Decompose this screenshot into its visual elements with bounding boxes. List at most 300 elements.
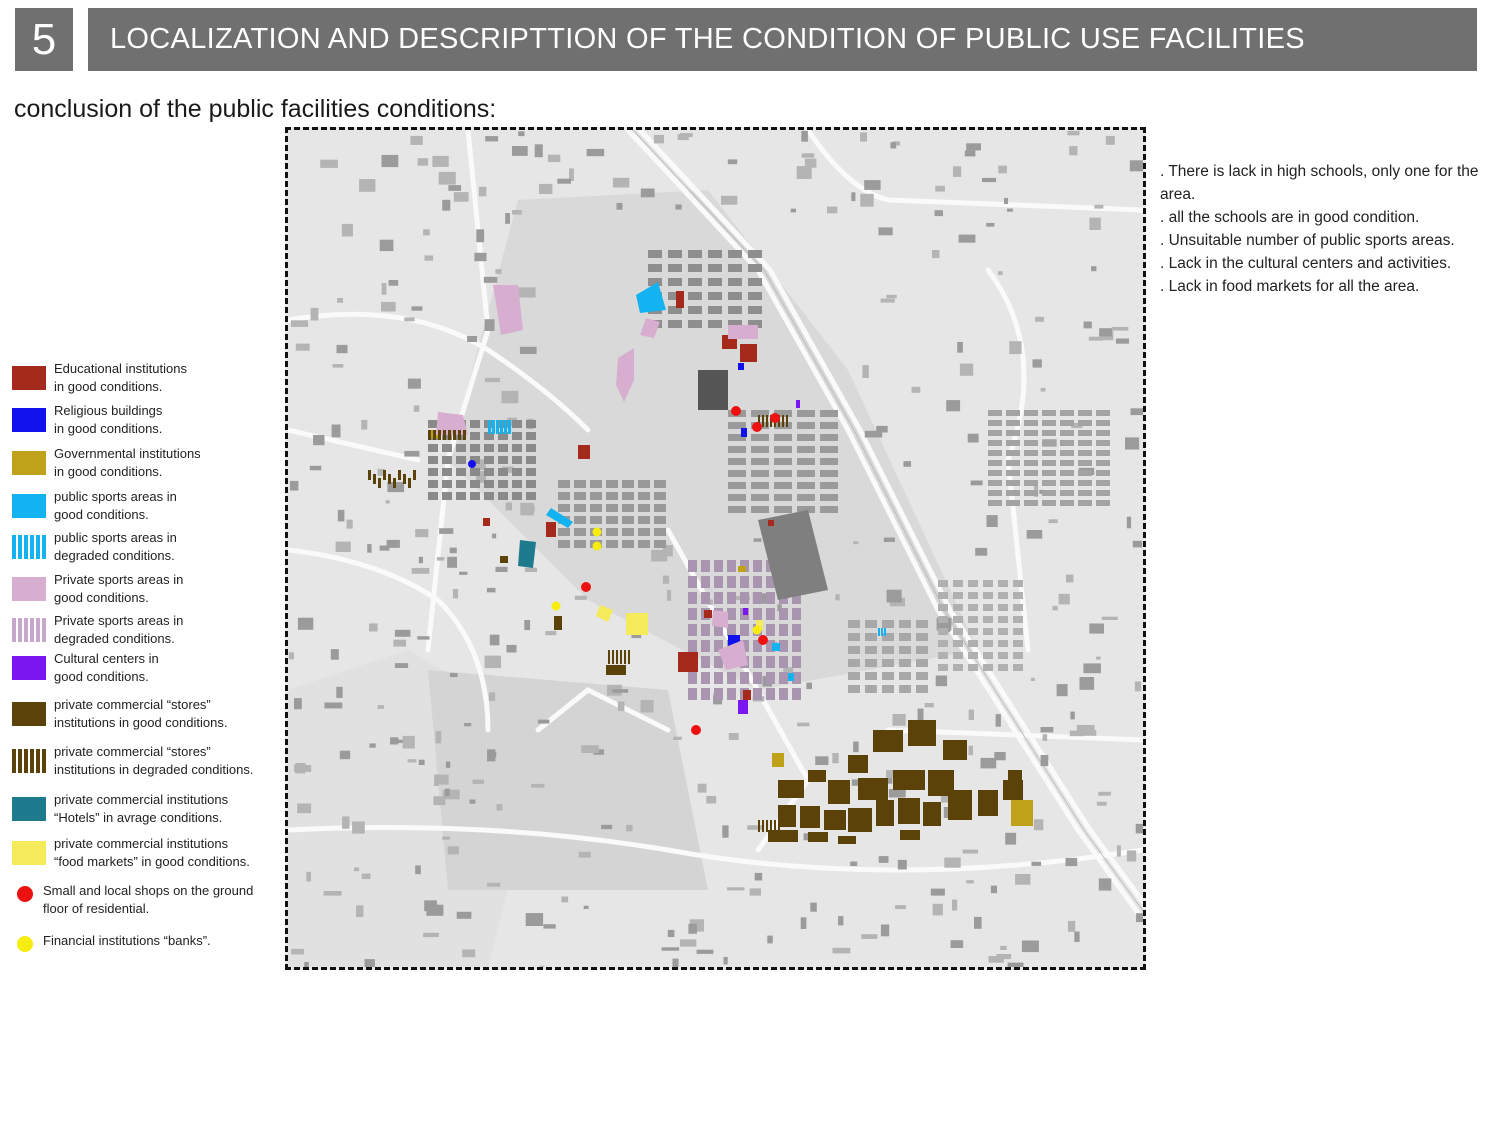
residential-block — [953, 604, 963, 611]
map-building — [448, 846, 459, 854]
map-drawing — [288, 130, 1143, 967]
legend-swatch — [12, 451, 46, 475]
map-building — [651, 550, 667, 562]
map-building — [864, 180, 880, 190]
residential-block — [983, 640, 993, 647]
residential-block — [442, 456, 452, 464]
map-building — [450, 673, 458, 677]
legend-label: Cultural centers in — [54, 651, 159, 666]
map-building — [878, 227, 892, 235]
residential-block — [622, 504, 634, 512]
residential-block — [1013, 592, 1023, 599]
private-sports-degraded — [714, 560, 723, 572]
map-building — [1068, 921, 1075, 932]
residential-block — [988, 410, 1002, 416]
residential-block — [1024, 490, 1038, 496]
private-sports-degraded — [766, 592, 775, 604]
map-building — [960, 364, 973, 376]
residential-block — [526, 468, 536, 476]
map-building — [833, 948, 851, 954]
map-building — [968, 434, 979, 443]
residential-block — [968, 616, 978, 623]
map-building — [935, 210, 944, 216]
residential-block — [1078, 490, 1092, 496]
map-building — [464, 723, 471, 726]
store-degraded — [628, 650, 630, 664]
map-building — [1136, 824, 1143, 834]
residential-block — [774, 446, 792, 453]
private-sports-degraded — [727, 560, 736, 572]
map-building — [678, 134, 689, 140]
residential-block — [728, 264, 742, 272]
residential-block — [1013, 628, 1023, 635]
map-building — [675, 205, 681, 210]
map-building — [434, 783, 439, 786]
legend-swatch — [12, 535, 46, 559]
map-building — [861, 934, 877, 939]
map-building — [755, 873, 763, 881]
store-building — [978, 790, 998, 816]
residential-block — [728, 506, 746, 513]
map-building — [881, 925, 889, 937]
local-shop-marker — [691, 725, 701, 735]
map-building — [425, 255, 434, 260]
residential-block — [668, 320, 682, 328]
residential-block — [688, 278, 702, 286]
map-building — [876, 426, 888, 433]
residential-block — [590, 516, 602, 524]
residential-block — [988, 480, 1002, 486]
residential-block — [848, 633, 860, 641]
map-building — [996, 714, 1001, 727]
residential-block — [456, 492, 466, 500]
legend-swatch — [12, 797, 46, 821]
public-sports-degraded — [492, 420, 495, 434]
map-building — [415, 529, 428, 537]
private-sports-degraded — [727, 608, 736, 620]
map-building — [951, 940, 964, 948]
map-building — [912, 387, 921, 393]
map-building — [487, 588, 496, 593]
map-building — [805, 159, 817, 168]
map-building — [457, 912, 472, 919]
store-degraded — [453, 430, 456, 440]
store-degraded — [398, 470, 401, 480]
map-building — [496, 567, 508, 572]
map-building — [998, 166, 1007, 174]
legend-item-cultural — [12, 650, 159, 686]
residential-block — [728, 278, 742, 286]
private-sports-degraded — [714, 576, 723, 588]
private-sports-degraded — [792, 624, 801, 636]
residential-block — [983, 604, 993, 611]
map-building — [969, 746, 974, 755]
residential-block — [998, 640, 1008, 647]
residential-block — [751, 446, 769, 453]
residential-block — [1006, 490, 1020, 496]
map-building — [898, 860, 907, 870]
residential-block — [820, 446, 838, 453]
residential-block — [916, 685, 928, 693]
map-building — [1031, 862, 1041, 866]
private-sports-degraded — [753, 576, 762, 588]
residential-block — [953, 592, 963, 599]
store-degraded — [758, 820, 760, 832]
legend-item-public-sports-degraded — [12, 529, 177, 565]
residential-block — [751, 458, 769, 465]
educational-building — [483, 518, 490, 526]
map-building — [1041, 388, 1046, 392]
residential-block — [774, 482, 792, 489]
map-building — [957, 342, 963, 353]
legend-label: public sports areas in — [54, 530, 177, 545]
private-sports-degraded — [701, 672, 710, 684]
map-building — [641, 189, 655, 198]
map-building — [297, 804, 311, 814]
map-building — [419, 760, 425, 765]
residential-block — [428, 444, 438, 452]
legend-swatch — [12, 702, 46, 726]
residential-block — [797, 422, 815, 429]
residential-block — [574, 516, 586, 524]
private-sports-degraded — [766, 608, 775, 620]
private-sports-degraded — [727, 576, 736, 588]
store-degraded — [463, 430, 466, 440]
map-building — [851, 192, 855, 201]
map-building — [1089, 218, 1100, 230]
map-building — [489, 692, 495, 701]
map-building — [561, 897, 568, 903]
residential-block — [751, 482, 769, 489]
bank-marker — [593, 542, 602, 551]
residential-block — [590, 480, 602, 488]
map-building — [454, 192, 469, 202]
residential-block — [728, 422, 746, 429]
map-building — [971, 481, 983, 486]
map-building — [439, 172, 456, 185]
map-building — [998, 271, 1003, 275]
legend-item-public-sports-good — [12, 488, 177, 524]
store-building — [848, 755, 868, 773]
residential-block — [751, 434, 769, 441]
map-building — [1080, 677, 1095, 690]
residential-block — [1006, 460, 1020, 466]
map-building — [291, 949, 304, 955]
residential-block — [728, 292, 742, 300]
residential-block — [728, 250, 742, 258]
residential-block — [1096, 490, 1110, 496]
map-building — [497, 804, 503, 811]
store-degraded — [620, 650, 622, 664]
residential-block — [899, 646, 911, 654]
map-building — [387, 540, 400, 548]
legend-label: “Hotels” in avrage conditions. — [54, 810, 223, 825]
store-degraded — [368, 470, 371, 480]
map-building — [418, 158, 429, 166]
store-degraded — [413, 470, 416, 480]
private-sports-degraded — [753, 608, 762, 620]
map-building — [519, 287, 536, 297]
map-building — [860, 132, 867, 141]
public-sports-degraded — [496, 420, 499, 434]
residential-block — [938, 592, 948, 599]
map-building — [520, 347, 537, 354]
legend-label: public sports areas in — [54, 489, 177, 504]
legend-swatch — [12, 494, 46, 518]
map-building — [680, 939, 696, 946]
map-building — [966, 880, 974, 883]
store-building — [908, 720, 936, 746]
map-building — [393, 640, 406, 647]
public-sports-degraded — [500, 420, 503, 434]
legend-swatch — [12, 577, 46, 601]
store-degraded — [408, 478, 411, 488]
store-degraded — [438, 430, 441, 440]
residential-block — [442, 480, 452, 488]
map-building — [459, 572, 467, 575]
residential-block — [638, 540, 650, 548]
private-sports-degraded — [701, 656, 710, 668]
map-building — [485, 378, 500, 382]
map-building — [1135, 682, 1141, 692]
map-building — [333, 364, 344, 368]
residential-block — [1013, 616, 1023, 623]
legend-label: Educational institutions — [54, 361, 187, 376]
map-building — [626, 825, 633, 831]
residential-block — [1042, 440, 1056, 446]
residential-block — [574, 540, 586, 548]
residential-block — [1042, 450, 1056, 456]
residential-block — [820, 458, 838, 465]
residential-block — [953, 628, 963, 635]
residential-block — [606, 504, 618, 512]
map-building — [853, 742, 859, 753]
map-building — [1136, 913, 1143, 922]
residential-block — [916, 620, 928, 628]
map-building — [1008, 963, 1024, 967]
map-building — [1057, 684, 1068, 696]
private-sports-degraded — [779, 656, 788, 668]
store-degraded — [373, 474, 376, 484]
legend-label: degraded conditions. — [54, 631, 175, 646]
map-building — [688, 924, 697, 934]
private-sports-degraded — [753, 688, 762, 700]
private-sports-degraded — [727, 592, 736, 604]
map-building — [895, 905, 906, 909]
residential-block — [622, 480, 634, 488]
residential-block — [456, 468, 466, 476]
residential-block — [728, 482, 746, 489]
residential-block — [484, 468, 494, 476]
religious-building — [468, 460, 476, 468]
residential-block — [498, 444, 508, 452]
residential-block — [484, 444, 494, 452]
residential-block — [1060, 440, 1074, 446]
map-building — [404, 451, 419, 457]
legend-label: Small and local shops on the ground — [43, 883, 254, 898]
private-sports-degraded — [727, 672, 736, 684]
map-building — [881, 299, 895, 303]
residential-block — [1024, 410, 1038, 416]
residential-block — [882, 659, 894, 667]
map-building — [1098, 792, 1111, 796]
store-building — [876, 800, 894, 826]
store-building — [893, 770, 925, 790]
residential-block — [590, 504, 602, 512]
residential-block — [708, 320, 722, 328]
educational-building — [740, 344, 757, 362]
private-sports-degraded — [740, 576, 749, 588]
map-building — [1041, 727, 1054, 732]
residential-block — [983, 592, 993, 599]
map-building — [1099, 878, 1112, 890]
local-shop-marker — [770, 413, 780, 423]
hotel-building — [518, 540, 536, 568]
private-sports-degraded — [740, 624, 749, 636]
educational-building — [678, 652, 698, 672]
map-building — [802, 153, 815, 157]
private-sports-degraded — [714, 592, 723, 604]
residential-block — [1096, 470, 1110, 476]
residential-block — [938, 580, 948, 587]
residential-block — [1013, 580, 1023, 587]
residential-block — [882, 620, 894, 628]
legend-label: private commercial institutions — [54, 836, 229, 851]
bank-marker — [593, 528, 602, 537]
residential-block — [688, 264, 702, 272]
map-building — [1015, 874, 1030, 885]
map-building — [974, 917, 982, 929]
map-building — [1007, 209, 1013, 212]
map-building — [832, 753, 838, 763]
residential-block — [953, 580, 963, 587]
legend-label: institutions in good conditions. — [54, 715, 228, 730]
residential-block — [988, 450, 1002, 456]
residential-block — [442, 468, 452, 476]
map-building — [290, 481, 298, 491]
residential-block — [688, 292, 702, 300]
local-shop-marker — [581, 582, 591, 592]
residential-block — [916, 633, 928, 641]
map-building — [1004, 198, 1008, 204]
store-degraded — [458, 430, 461, 440]
residential-block — [998, 616, 1008, 623]
map-building — [313, 435, 324, 445]
legend-item-educational — [12, 360, 187, 396]
residential-block — [848, 620, 860, 628]
residential-block — [820, 506, 838, 513]
public-sports-degraded — [881, 628, 883, 636]
residential-block — [848, 659, 860, 667]
residential-block — [998, 592, 1008, 599]
map-building — [445, 789, 450, 797]
store-building — [923, 802, 941, 826]
residential-block — [648, 250, 662, 258]
residential-block — [1060, 430, 1074, 436]
map-building — [356, 905, 363, 917]
residential-block — [797, 434, 815, 441]
map-building — [969, 710, 974, 720]
map-building — [1009, 341, 1021, 354]
residential-block — [748, 278, 762, 286]
map-building — [404, 317, 414, 321]
residential-block — [1024, 460, 1038, 466]
map-building — [490, 635, 500, 646]
residential-block — [638, 516, 650, 524]
religious-building — [741, 428, 747, 437]
store-building — [1008, 770, 1022, 786]
map-building — [548, 155, 560, 162]
map-building — [797, 723, 809, 727]
map-building — [1043, 734, 1048, 741]
map-building — [860, 194, 873, 207]
legend-label: in good conditions. — [54, 464, 163, 479]
residential-block — [526, 480, 536, 488]
map-building — [801, 917, 807, 929]
map-building — [473, 780, 485, 784]
store-degraded — [612, 650, 614, 664]
map-building — [981, 758, 997, 769]
map-building — [729, 733, 739, 740]
map-building — [512, 146, 528, 156]
local-shop-marker — [758, 635, 768, 645]
residential-block — [498, 480, 508, 488]
residential-block — [938, 604, 948, 611]
residential-block — [1060, 500, 1074, 506]
store-degraded — [766, 415, 768, 427]
residential-block — [988, 440, 1002, 446]
private-sports-degraded — [688, 560, 697, 572]
residential-block — [865, 633, 877, 641]
residential-block — [1060, 410, 1074, 416]
residential-block — [526, 444, 536, 452]
map-building — [403, 736, 415, 749]
map-building — [1069, 146, 1077, 155]
residential-block — [774, 494, 792, 501]
map-building — [579, 852, 591, 858]
map-building — [724, 957, 728, 965]
residential-block — [998, 604, 1008, 611]
store-degraded — [770, 820, 772, 832]
map-building — [526, 913, 543, 926]
map-building — [965, 151, 976, 157]
residential-block — [1078, 410, 1092, 416]
map-building — [1034, 819, 1043, 830]
residential-block — [774, 434, 792, 441]
residential-block — [590, 492, 602, 500]
residential-block — [1078, 450, 1092, 456]
map-building — [1033, 359, 1042, 367]
private-sports-degraded — [779, 624, 788, 636]
residential-block — [988, 500, 1002, 506]
map-building — [505, 213, 510, 224]
map-building — [410, 136, 422, 145]
governmental-building — [738, 566, 746, 572]
private-sports-degraded — [792, 656, 801, 668]
map-building — [337, 345, 348, 353]
legend-swatch — [12, 841, 46, 865]
private-sports-area — [728, 325, 758, 339]
map-building — [791, 209, 796, 213]
residential-block — [751, 470, 769, 477]
map-building — [423, 933, 439, 937]
residential-block — [797, 494, 815, 501]
residential-block — [1006, 480, 1020, 486]
store-building — [500, 556, 508, 563]
map-building — [1116, 339, 1129, 344]
residential-block — [728, 306, 742, 314]
map-building — [484, 277, 497, 283]
